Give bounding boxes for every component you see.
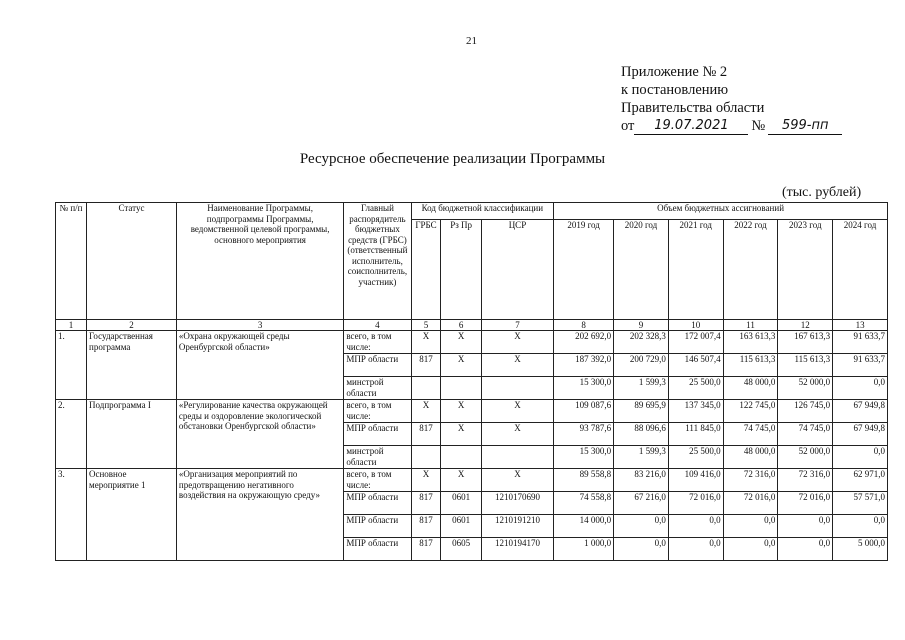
header-year-2021: 2021 год [668,220,723,320]
document-title: Ресурсное обеспечение реализации Программы [299,151,606,167]
col-number: 10 [668,320,723,331]
row-2024: 91 633,7 [833,331,888,354]
row-csr: Х [481,354,553,377]
row-grbs-main: МПР области [344,492,411,515]
header-year-2024: 2024 год [833,220,888,320]
row-grbs-main: МПР области [344,423,411,446]
row-2024: 57 571,0 [833,492,888,515]
row-2020: 1 599,3 [614,377,669,400]
table-row [56,400,888,423]
row-csr [481,377,553,400]
row-grbs [411,377,441,400]
row-grbs: 817 [411,538,441,561]
col-number: 13 [833,320,888,331]
column-number-row [56,320,888,331]
row-grbs: 817 [411,515,441,538]
row-csr: 1210194170 [481,538,553,561]
row-2023: 167 613,3 [778,331,833,354]
row-2024: 67 949,8 [833,423,888,446]
row-grbs-main: минстрой области [344,446,411,469]
row-2020: 0,0 [614,515,669,538]
row-2024: 5 000,0 [833,538,888,561]
appendix-line3: Правительства области [621,100,765,116]
row-2024: 67 949,8 [833,400,888,423]
row-grbs-main: всего, в том числе: [344,331,411,354]
row-2022: 163 613,3 [723,331,778,354]
row-2021: 25 500,0 [668,446,723,469]
row-csr: Х [481,331,553,354]
header-year-2019: 2019 год [554,220,614,320]
row-2021: 111 845,0 [668,423,723,446]
col-number: 4 [344,320,411,331]
header-num: № п/п [56,203,87,320]
header-grbs-main: Главный распорядитель бюджетных средств (ГРБС) (ответственный исполнитель, соисполнитель, участник) [344,203,411,320]
col-number: 12 [778,320,833,331]
row-status: Основное мероприятие 1 [87,469,177,561]
row-rzpr [441,446,481,469]
col-number: 6 [441,320,481,331]
row-grbs: 817 [411,423,441,446]
row-csr: Х [481,423,553,446]
row-csr: Х [481,400,553,423]
row-grbs-main: МПР области [344,354,411,377]
row-number: 2. [56,400,87,469]
row-csr: Х [481,469,553,492]
appendix-date-line [621,117,842,135]
row-2020: 200 729,0 [614,354,669,377]
row-grbs: 817 [411,354,441,377]
row-grbs: Х [411,400,441,423]
row-2022: 0,0 [723,538,778,561]
row-2024: 0,0 [833,446,888,469]
col-number: 11 [723,320,778,331]
row-rzpr: Х [441,354,481,377]
appendix-line2: к постановлению [621,82,729,98]
table-row [56,469,888,492]
appendix-block [621,63,842,135]
header-year-2022: 2022 год [723,220,778,320]
row-status: Подпрограмма I [87,400,177,469]
row-status: Государственная программа [87,331,177,400]
col-number: 3 [176,320,343,331]
header-rzpr: Рз Пр [441,220,481,320]
row-2022: 0,0 [723,515,778,538]
row-2020: 1 599,3 [614,446,669,469]
row-rzpr [441,377,481,400]
row-2024: 0,0 [833,515,888,538]
row-2022: 48 000,0 [723,446,778,469]
header-status: Статус [87,203,177,320]
row-2023: 52 000,0 [778,377,833,400]
header-csr: ЦСР [481,220,553,320]
row-2023: 72 316,0 [778,469,833,492]
row-grbs [411,446,441,469]
row-rzpr: 0601 [441,492,481,515]
row-rzpr: 0605 [441,538,481,561]
col-number: 5 [411,320,441,331]
col-number: 2 [87,320,177,331]
row-grbs-main: МПР области [344,538,411,561]
row-2020: 88 096,6 [614,423,669,446]
row-2023: 126 745,0 [778,400,833,423]
row-2021: 172 007,4 [668,331,723,354]
row-2019: 74 558,8 [554,492,614,515]
table-body [56,203,888,561]
row-2019: 187 392,0 [554,354,614,377]
row-2023: 115 613,3 [778,354,833,377]
number-label: № [751,118,766,134]
row-2019: 15 300,0 [554,377,614,400]
row-number: 1. [56,331,87,400]
row-2019: 1 000,0 [554,538,614,561]
header-code: Код бюджетной классификации [411,203,554,220]
header-year-2020: 2020 год [614,220,669,320]
row-2023: 72 016,0 [778,492,833,515]
row-2022: 115 613,3 [723,354,778,377]
row-2023: 52 000,0 [778,446,833,469]
row-grbs-main: МПР области [344,515,411,538]
header-year-2023: 2023 год [778,220,833,320]
row-2022: 48 000,0 [723,377,778,400]
row-2021: 0,0 [668,515,723,538]
table-row [56,331,888,354]
from-label: от [621,118,635,134]
row-name: «Организация мероприятий по предотвращению негативного воздействия на окружающую среду» [176,469,343,561]
row-grbs: Х [411,469,441,492]
row-grbs: 817 [411,492,441,515]
col-number: 7 [481,320,553,331]
row-2022: 74 745,0 [723,423,778,446]
row-rzpr: 0601 [441,515,481,538]
row-2021: 0,0 [668,538,723,561]
row-grbs-main: всего, в том числе: [344,469,411,492]
row-rzpr: Х [441,469,481,492]
row-2024: 0,0 [833,377,888,400]
row-2022: 72 016,0 [723,492,778,515]
resource-table [55,202,888,561]
row-2023: 0,0 [778,538,833,561]
row-2022: 122 745,0 [723,400,778,423]
col-number: 9 [614,320,669,331]
appendix-line1: Приложение № 2 [621,64,728,80]
row-2021: 25 500,0 [668,377,723,400]
header-grbs: ГРБС [411,220,441,320]
units-label: (тыс. рублей) [782,185,862,200]
row-2019: 202 692,0 [554,331,614,354]
row-2019: 93 787,6 [554,423,614,446]
row-name: «Регулирование качества окружающей среды и оздоровление экологической обстановки Оренбургской области» [176,400,343,469]
handwritten-date: 19.07.2021 [634,118,748,135]
row-2019: 14 000,0 [554,515,614,538]
row-2020: 89 695,9 [614,400,669,423]
row-2024: 62 971,0 [833,469,888,492]
row-2019: 89 558,8 [554,469,614,492]
row-number: 3. [56,469,87,561]
header-volume: Объем бюджетных ассигнований [554,203,888,220]
header-name: Наименование Программы, подпрограммы Программы, ведомственной целевой программы, основного мероприятия [176,203,343,320]
row-rzpr: Х [441,400,481,423]
col-number: 1 [56,320,87,331]
row-csr [481,446,553,469]
handwritten-number: 599-пп [768,118,842,135]
col-number: 8 [554,320,614,331]
row-name: «Охрана окружающей среды Оренбургской области» [176,331,343,400]
row-2019: 15 300,0 [554,446,614,469]
row-2021: 72 016,0 [668,492,723,515]
row-2021: 137 345,0 [668,400,723,423]
row-2024: 91 633,7 [833,354,888,377]
row-rzpr: Х [441,331,481,354]
row-2019: 109 087,6 [554,400,614,423]
row-2020: 83 216,0 [614,469,669,492]
row-2021: 146 507,4 [668,354,723,377]
row-2023: 0,0 [778,515,833,538]
row-2020: 202 328,3 [614,331,669,354]
row-grbs: Х [411,331,441,354]
row-grbs-main: минстрой области [344,377,411,400]
row-csr: 1210170690 [481,492,553,515]
row-2022: 72 316,0 [723,469,778,492]
row-2021: 109 416,0 [668,469,723,492]
row-rzpr: Х [441,423,481,446]
row-grbs-main: всего, в том числе: [344,400,411,423]
row-2020: 67 216,0 [614,492,669,515]
row-csr: 1210191210 [481,515,553,538]
row-2023: 74 745,0 [778,423,833,446]
page-number: 21 [466,35,477,47]
row-2020: 0,0 [614,538,669,561]
